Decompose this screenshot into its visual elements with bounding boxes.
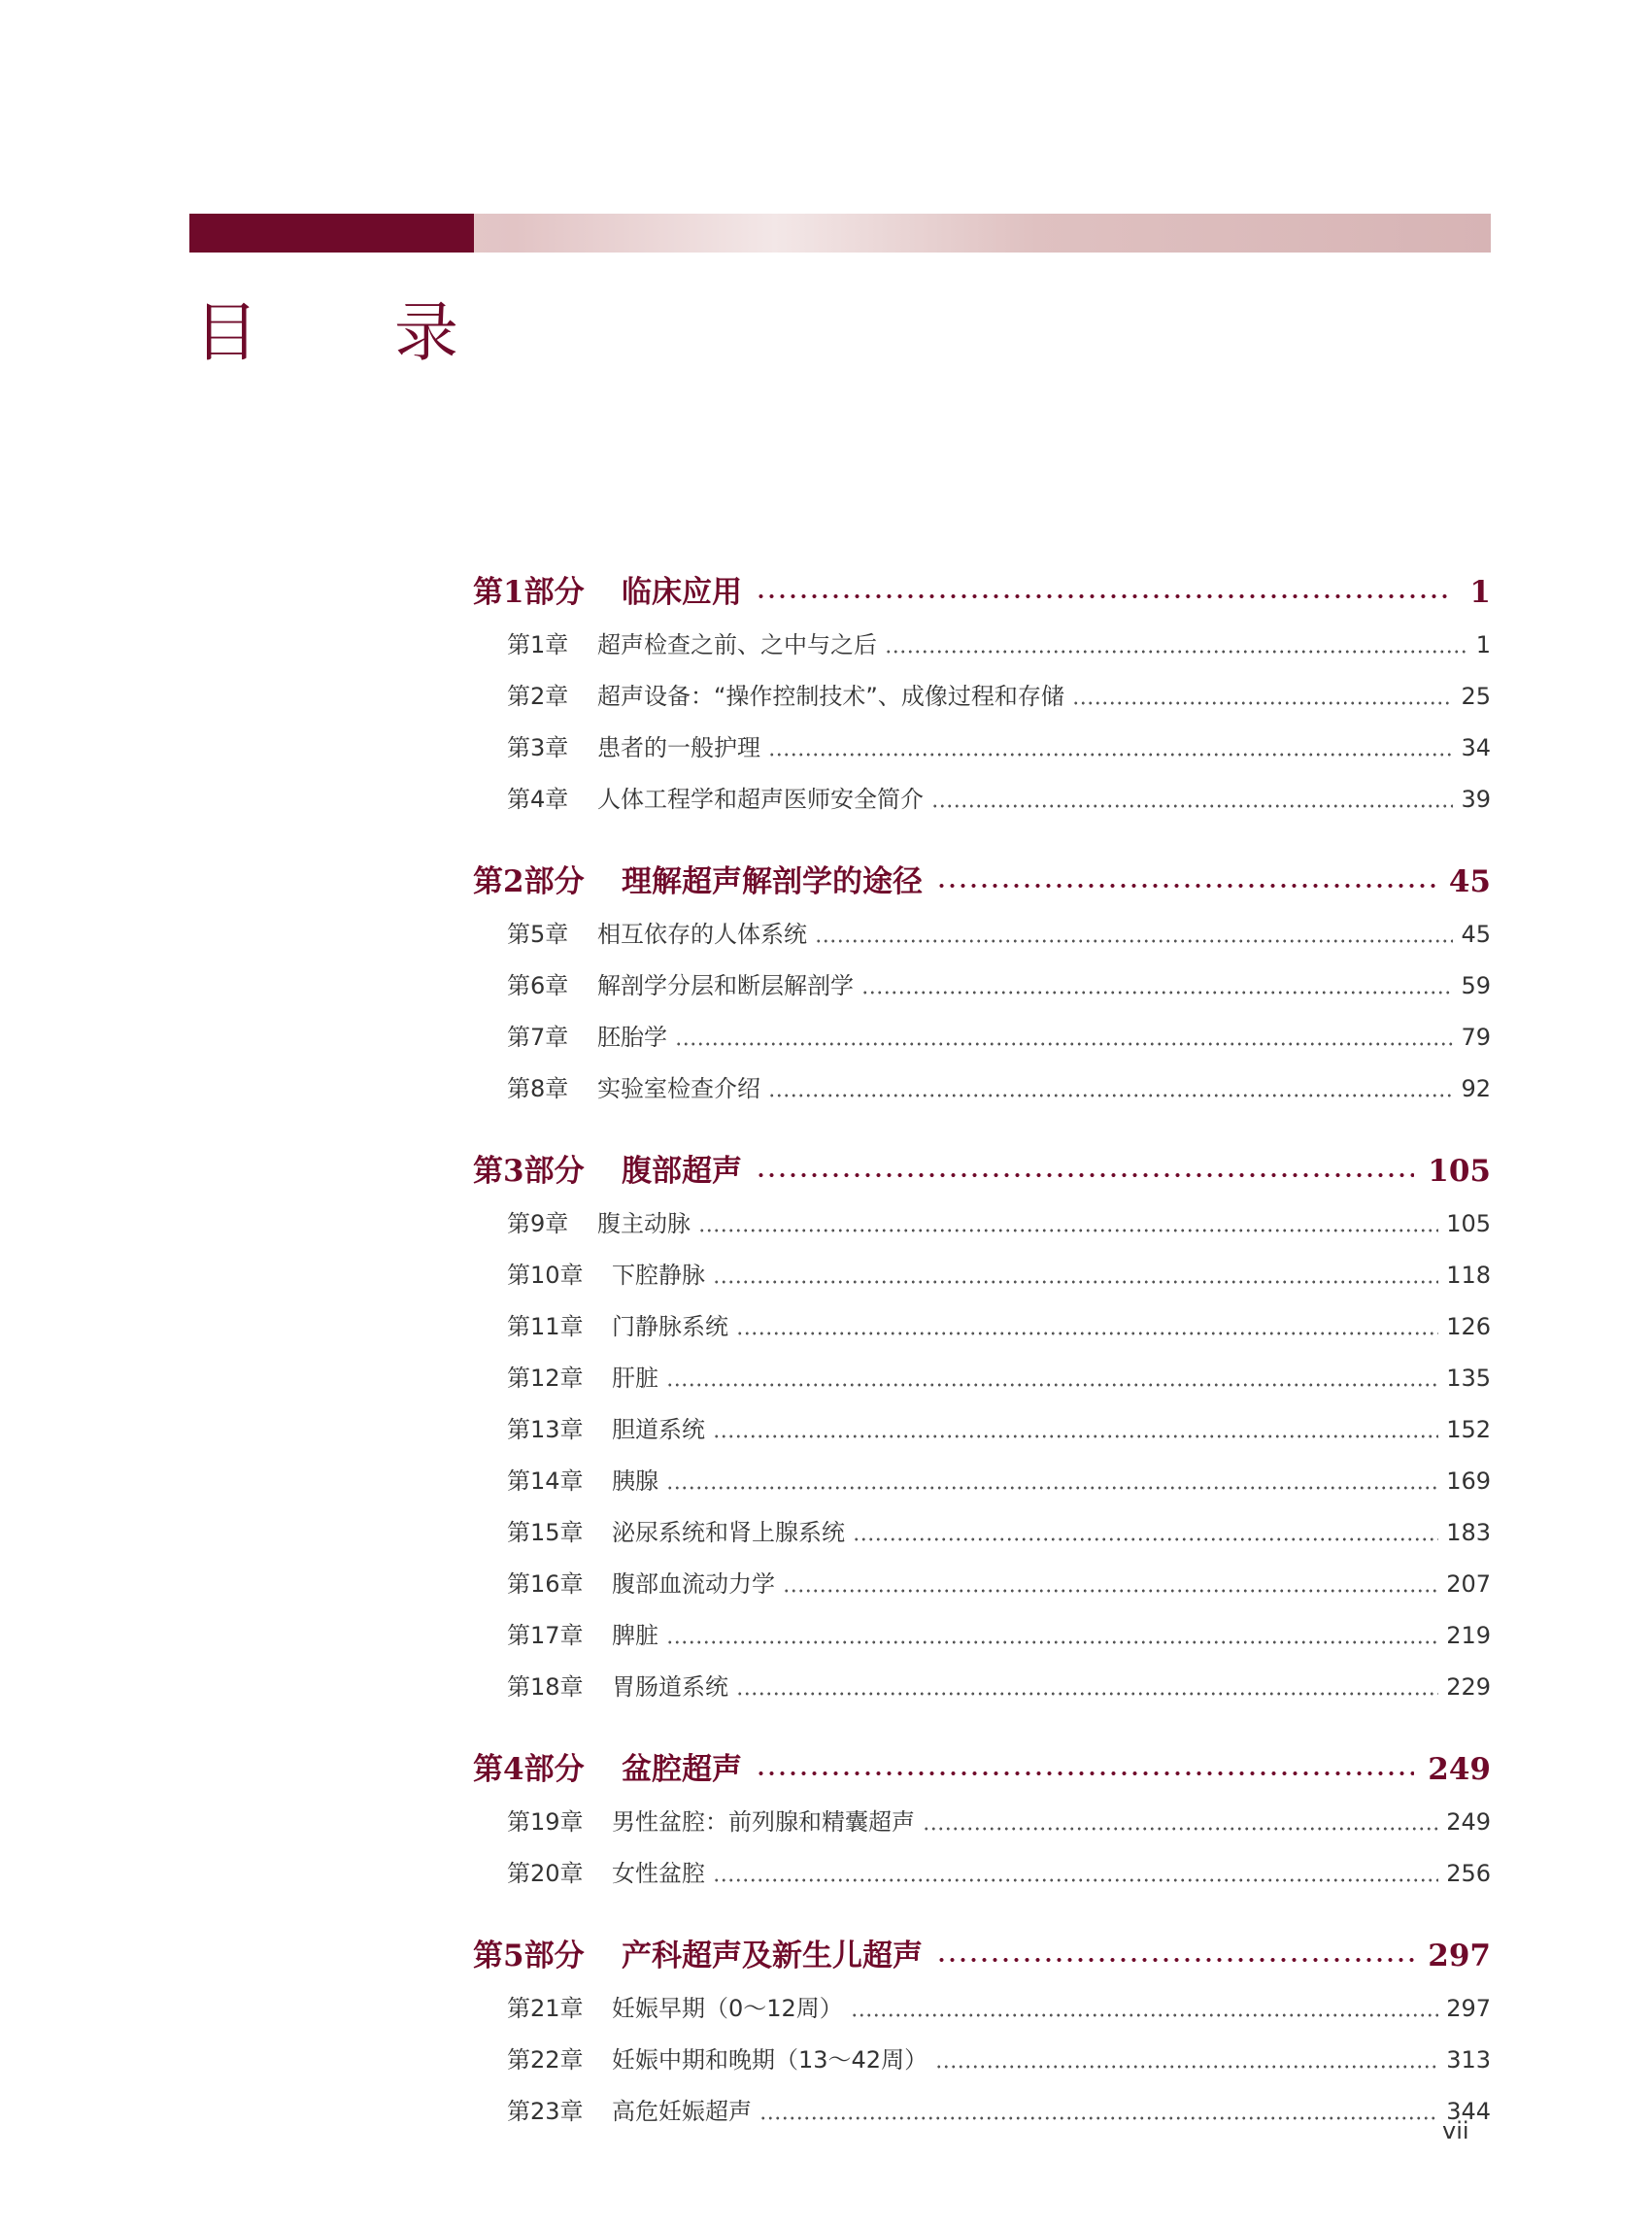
page-number: 25	[1461, 683, 1491, 710]
page-title	[194, 295, 458, 370]
toc-chapter-entry[interactable]	[473, 1565, 1491, 1616]
page-number: 45	[1448, 864, 1491, 899]
page-number: 344	[1446, 2098, 1491, 2125]
chapter-title: 腹部血流动力学	[612, 1570, 775, 1598]
page-number: 297	[1428, 1939, 1491, 1973]
page-number: 152	[1446, 1416, 1491, 1443]
toc-chapter-entry[interactable]	[473, 1359, 1491, 1410]
dot-leader	[666, 1639, 1438, 1645]
page-number: 135	[1446, 1365, 1491, 1392]
chapter-title: 妊娠中期和晚期（13～42周）	[612, 2046, 928, 2074]
page-number: 229	[1446, 1673, 1491, 1701]
dot-leader	[936, 883, 1435, 889]
toc-part-entry[interactable]	[473, 567, 1491, 625]
toc-chapter-entry[interactable]	[473, 780, 1491, 831]
part-title: 腹部超声	[622, 1154, 742, 1189]
toc-chapter-entry[interactable]	[473, 1256, 1491, 1307]
dot-leader	[756, 1771, 1414, 1776]
chapter-title: 实验室检查介绍	[597, 1075, 760, 1102]
chapter-title: 胰腺	[612, 1467, 658, 1495]
toc-chapter-entry[interactable]	[473, 915, 1491, 966]
page-folio: vii	[1442, 2117, 1469, 2144]
page-number: 249	[1446, 1808, 1491, 1836]
chapter-title: 相互依存的人体系统	[597, 921, 807, 948]
page-number: 105	[1428, 1154, 1491, 1189]
chapter-title: 腹主动脉	[597, 1210, 691, 1237]
toc-chapter-entry[interactable]	[473, 1616, 1491, 1668]
toc-part-entry[interactable]	[473, 857, 1491, 915]
table-of-contents	[473, 567, 1491, 2143]
chapter-title: 超声检查之前、之中与之后	[597, 631, 877, 658]
page-number: 219	[1446, 1622, 1491, 1649]
chapter-title: 肝脏	[612, 1365, 658, 1392]
toc-chapter-entry[interactable]	[473, 625, 1491, 677]
toc-chapter-entry[interactable]	[473, 1410, 1491, 1462]
chapter-title: 人体工程学和超声医师安全简介	[597, 786, 924, 813]
part-title: 理解超声解剖学的途径	[622, 864, 923, 899]
chapter-number: 第9章	[507, 1210, 569, 1237]
chapter-number: 第16章	[507, 1570, 584, 1598]
toc-chapter-entry[interactable]	[473, 1069, 1491, 1121]
toc-part-entry[interactable]	[473, 1931, 1491, 1989]
dot-leader	[935, 2064, 1438, 2070]
chapter-number: 第13章	[507, 1416, 584, 1443]
chapter-number: 第18章	[507, 1673, 584, 1701]
chapter-number: 第6章	[507, 972, 569, 999]
chapter-number: 第7章	[507, 1024, 569, 1051]
page-number: 45	[1461, 921, 1491, 948]
chapter-title: 妊娠早期（0～12周）	[612, 1995, 843, 2022]
chapter-number: 第3章	[507, 734, 569, 761]
chapter-title: 男性盆腔：前列腺和精囊超声	[612, 1808, 915, 1836]
page-number: 92	[1461, 1075, 1491, 1102]
page-number: 249	[1428, 1752, 1491, 1787]
toc-chapter-entry[interactable]	[473, 1989, 1491, 2040]
toc-chapter-entry[interactable]	[473, 1854, 1491, 1906]
chapter-title: 泌尿系统和肾上腺系统	[612, 1519, 845, 1546]
chapter-number: 第19章	[507, 1808, 584, 1836]
page-title-char-1: 目	[194, 295, 258, 370]
chapter-title: 解剖学分层和断层解剖学	[597, 972, 854, 999]
toc-part-entry[interactable]	[473, 1744, 1491, 1803]
dot-leader	[853, 1536, 1438, 1542]
part-number: 第2部分	[473, 864, 585, 899]
page-number: 207	[1446, 1570, 1491, 1598]
dot-leader	[861, 990, 1453, 995]
part-title: 盆腔超声	[622, 1752, 742, 1787]
page-number: 59	[1461, 972, 1491, 999]
part-title: 临床应用	[622, 575, 742, 610]
chapter-title: 胆道系统	[612, 1416, 705, 1443]
page-number: 126	[1446, 1313, 1491, 1340]
chapter-number: 第21章	[507, 1995, 584, 2022]
page-number: 297	[1446, 1995, 1491, 2022]
dot-leader	[768, 1093, 1453, 1098]
chapter-number: 第12章	[507, 1365, 584, 1392]
chapter-number: 第1章	[507, 631, 569, 658]
page-number: 105	[1446, 1210, 1491, 1237]
dot-leader	[756, 1172, 1414, 1178]
page-number: 39	[1461, 786, 1491, 813]
dot-leader	[713, 1279, 1438, 1285]
chapter-number: 第8章	[507, 1075, 569, 1102]
chapter-title: 脾脏	[612, 1622, 658, 1649]
dot-leader	[923, 1826, 1438, 1832]
chapter-title: 高危妊娠超声	[612, 2098, 752, 2125]
part-number: 第5部分	[473, 1939, 585, 1973]
dot-leader	[768, 752, 1453, 758]
chapter-number: 第4章	[507, 786, 569, 813]
chapter-number: 第20章	[507, 1860, 584, 1887]
toc-chapter-entry[interactable]	[473, 1204, 1491, 1256]
page-number: 79	[1461, 1024, 1491, 1051]
dot-leader	[713, 1433, 1438, 1439]
chapter-title: 超声设备：“操作控制技术”、成像过程和存储	[597, 683, 1064, 710]
page-number: 34	[1461, 734, 1491, 761]
chapter-title: 胚胎学	[597, 1024, 667, 1051]
page-number: 1	[1469, 575, 1491, 610]
toc-chapter-entry[interactable]	[473, 966, 1491, 1018]
chapter-number: 第14章	[507, 1467, 584, 1495]
toc-chapter-entry[interactable]	[473, 1018, 1491, 1069]
chapter-number: 第10章	[507, 1262, 584, 1289]
chapter-number: 第15章	[507, 1519, 584, 1546]
dot-leader	[736, 1691, 1438, 1697]
chapter-title: 女性盆腔	[612, 1860, 705, 1887]
dot-leader	[756, 593, 1448, 599]
header-decor-bar	[189, 214, 1491, 253]
dot-leader	[675, 1041, 1453, 1047]
chapter-title: 门静脉系统	[612, 1313, 728, 1340]
chapter-number: 第2章	[507, 683, 569, 710]
toc-chapter-entry[interactable]	[473, 1513, 1491, 1565]
page-title-char-2: 录	[394, 295, 458, 370]
chapter-number: 第23章	[507, 2098, 584, 2125]
dot-leader	[666, 1485, 1438, 1491]
dot-leader	[759, 2115, 1438, 2121]
toc-chapter-entry[interactable]	[473, 1668, 1491, 1719]
dot-leader	[1072, 700, 1454, 706]
toc-chapter-entry[interactable]	[473, 1307, 1491, 1359]
dot-leader	[851, 2012, 1438, 2018]
toc-chapter-entry[interactable]	[473, 1462, 1491, 1513]
toc-chapter-entry[interactable]	[473, 1803, 1491, 1854]
header-bar-accent	[189, 214, 474, 253]
chapter-title: 下腔静脉	[612, 1262, 705, 1289]
chapter-number: 第22章	[507, 2046, 584, 2074]
dot-leader	[713, 1877, 1438, 1883]
page-number: 313	[1446, 2046, 1491, 2074]
part-number: 第3部分	[473, 1154, 585, 1189]
part-number: 第1部分	[473, 575, 585, 610]
page-number: 183	[1446, 1519, 1491, 1546]
page-number: 118	[1446, 1262, 1491, 1289]
page-number: 256	[1446, 1860, 1491, 1887]
dot-leader	[736, 1331, 1438, 1336]
part-number: 第4部分	[473, 1752, 585, 1787]
dot-leader	[885, 649, 1468, 655]
chapter-title: 患者的一般护理	[597, 734, 760, 761]
toc-chapter-entry[interactable]	[473, 2092, 1491, 2143]
dot-leader	[783, 1588, 1438, 1594]
page-number: 1	[1475, 631, 1491, 658]
dot-leader	[936, 1957, 1414, 1963]
chapter-number: 第17章	[507, 1622, 584, 1649]
toc-chapter-entry[interactable]	[473, 728, 1491, 780]
chapter-number: 第5章	[507, 921, 569, 948]
toc-chapter-entry[interactable]	[473, 677, 1491, 728]
dot-leader	[698, 1228, 1438, 1233]
dot-leader	[666, 1382, 1438, 1388]
toc-part-entry[interactable]	[473, 1146, 1491, 1204]
dot-leader	[931, 803, 1453, 809]
dot-leader	[815, 938, 1453, 944]
toc-chapter-entry[interactable]	[473, 2040, 1491, 2092]
chapter-number: 第11章	[507, 1313, 584, 1340]
chapter-title: 胃肠道系统	[612, 1673, 728, 1701]
page-number: 169	[1446, 1467, 1491, 1495]
part-title: 产科超声及新生儿超声	[622, 1939, 923, 1973]
